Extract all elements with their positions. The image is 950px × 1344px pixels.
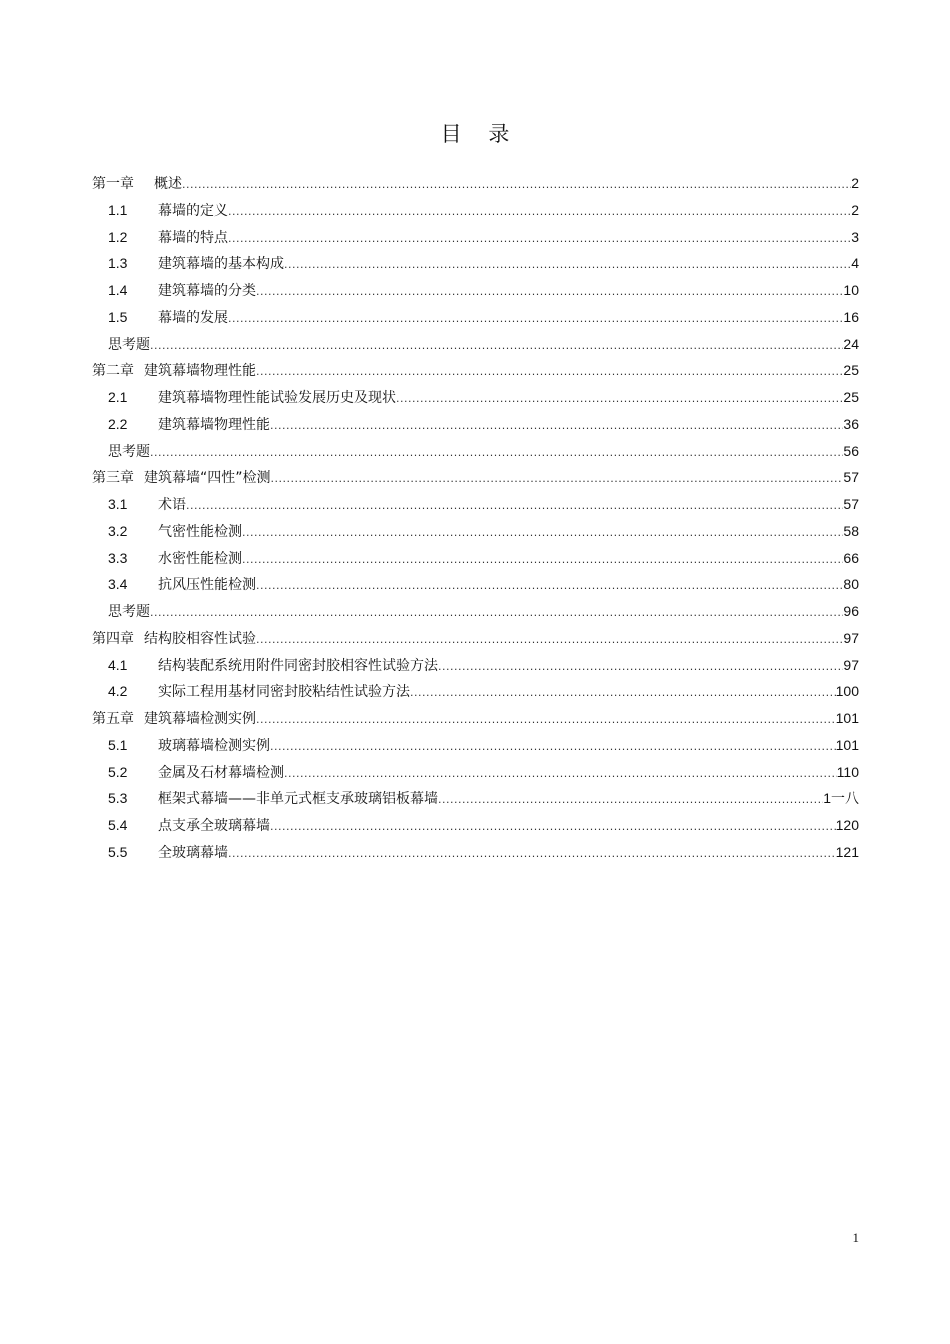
toc-section-entry[interactable] [92,197,859,224]
toc-section-entry[interactable] [92,518,859,545]
toc-entry-number: 第一章 [92,175,134,191]
toc-entry-label: 结构胶相容性试验 [144,630,256,647]
dot-leader [182,172,851,199]
toc-entry-page: 16 [843,308,859,325]
dot-leader [186,493,843,520]
dot-leader [150,333,843,360]
toc-questions-entry[interactable] [92,438,859,465]
toc-entry-label: 建筑幕墙的基本构成 [158,256,284,273]
toc-section-entry[interactable] [92,250,859,277]
toc-entry-number: 3.3 [108,549,128,566]
toc-section-entry[interactable] [92,411,859,438]
toc-entry-label: 玻璃幕墙检测实例 [158,737,270,754]
toc-entry-page: 56 [843,442,859,459]
toc-entry-label: 全玻璃幕墙 [158,844,228,861]
toc-chapter-entry[interactable] [92,705,859,732]
toc-entry-page: 3 [851,228,859,245]
toc-entry-number: 4.1 [108,656,128,673]
dot-leader [396,386,843,413]
toc-entry-page: 1一八 [823,790,859,807]
dot-leader [256,707,836,734]
toc-section-entry[interactable] [92,785,859,812]
toc-entry-number: 第五章 [92,710,134,726]
toc-entry-page: 121 [835,843,859,860]
toc-entry-number: 5.5 [108,843,128,860]
toc-entry-page: 80 [843,576,859,593]
toc-entry-number: 1.3 [108,255,128,272]
toc-entry-label: 抗风压性能检测 [158,577,256,594]
toc-entry-page: 2 [851,201,859,218]
page-number: 1 [852,1230,859,1245]
toc-questions-entry[interactable] [92,598,859,625]
toc-entry-page: 10 [843,282,859,298]
toc-entry-page: 36 [843,415,859,432]
toc-section-entry[interactable] [92,678,859,705]
dot-leader [271,466,844,493]
toc-entry-number: 3.4 [108,576,128,593]
dot-leader [270,814,836,841]
toc-section-entry[interactable] [92,304,859,331]
toc-entry-label: 思考题 [108,604,150,620]
toc-chapter-entry[interactable] [92,170,859,197]
toc-section-entry[interactable] [92,652,859,679]
dot-leader [270,734,836,761]
toc-section-entry[interactable] [92,545,859,572]
toc-entry-label: 建筑幕墙检测实例 [144,711,256,727]
toc-chapter-entry[interactable] [92,464,859,491]
toc-entry-number: 3.2 [108,522,128,539]
dot-leader [150,600,843,627]
toc-section-entry[interactable] [92,384,859,411]
toc-section-entry[interactable] [92,759,859,786]
dot-leader [438,787,823,814]
toc-entry-page: 101 [835,710,859,726]
toc-section-entry[interactable] [92,839,859,866]
dot-leader [284,252,851,279]
toc-entry-number: 5.1 [108,736,128,753]
dot-leader [256,279,843,306]
toc-section-entry[interactable] [92,812,859,839]
toc-entry-number: 4.2 [108,683,128,700]
toc-section-entry[interactable] [92,277,859,304]
toc-entry-label: 思考题 [108,336,150,353]
toc-entry-label: 建筑幕墙物理性能 [144,363,256,380]
toc-section-entry[interactable] [92,491,859,518]
toc-entry-page: 57 [843,469,859,486]
toc-entry-label: 幕墙的发展 [158,309,228,326]
dot-leader [228,306,843,333]
toc-entry-number: 第四章 [92,629,134,646]
toc-entry-page: 96 [843,603,859,619]
dot-leader [228,199,851,226]
toc-entry-label: 概述 [154,176,182,192]
dot-leader [256,359,843,386]
dot-leader [228,841,836,868]
toc-entry-number: 3.1 [108,496,128,512]
toc-section-entry[interactable] [92,571,859,598]
toc-entry-number: 2.1 [108,389,128,405]
toc-entry-number: 1.2 [108,228,128,245]
toc-entry-page: 25 [843,389,859,405]
toc-entry-number: 5.2 [108,763,128,780]
toc-entry-label: 思考题 [108,443,150,460]
toc-entry-label: 金属及石材幕墙检测 [158,764,284,781]
toc-entry-number: 5.4 [108,817,128,833]
toc-section-entry[interactable] [92,732,859,759]
dot-leader [256,627,843,654]
toc-entry-page: 4 [851,255,859,272]
toc-entry-label: 建筑幕墙“四性”检测 [144,470,271,487]
toc-entry-label: 幕墙的特点 [158,229,228,246]
toc-entry-label: 建筑幕墙的分类 [158,283,256,299]
toc-entry-number: 2.2 [108,415,128,432]
dot-leader [284,761,837,788]
toc-entry-number: 第三章 [92,469,134,486]
dot-leader [256,573,843,600]
toc-entry-label: 幕墙的定义 [158,202,228,219]
toc-questions-entry[interactable] [92,331,859,358]
toc-entry-number: 第二章 [92,362,134,379]
toc-title: 目 录 [440,122,520,146]
dot-leader [270,413,843,440]
toc-entry-page: 58 [843,522,859,539]
toc-entry-label: 建筑幕墙物理性能 [158,416,270,433]
toc-entry-page: 120 [835,817,859,833]
toc-chapter-entry[interactable] [92,625,859,652]
toc-entry-label: 水密性能检测 [158,550,242,567]
dot-leader [410,680,836,707]
toc-entry-page: 100 [835,683,859,700]
toc-entry-label: 实际工程用基材同密封胶粘结性试验方法 [158,684,410,701]
toc-entry-page: 24 [843,335,859,352]
toc-entry-label: 术语 [158,497,186,513]
toc-entry-number: 1.1 [108,201,128,218]
toc-entry-page: 57 [843,496,859,512]
dot-leader [242,547,843,574]
toc-entry-page: 97 [843,656,859,673]
toc-entry-label: 气密性能检测 [158,523,242,540]
toc-entry-page: 25 [843,362,859,379]
toc-entry-page: 2 [851,175,859,191]
toc-list [92,170,859,866]
toc-entry-label: 建筑幕墙物理性能试验发展历史及现状 [158,390,396,406]
toc-entry-page: 66 [843,549,859,566]
toc-entry-label: 点支承全玻璃幕墙 [158,818,270,834]
dot-leader [438,654,843,681]
dot-leader [228,226,851,253]
toc-chapter-entry[interactable] [92,357,859,384]
toc-entry-number: 1.4 [108,282,128,298]
toc-entry-number: 5.3 [108,790,128,807]
toc-section-entry[interactable] [92,224,859,251]
toc-entry-page: 101 [835,736,859,753]
toc-entry-page: 110 [836,763,859,780]
toc-entry-label: 框架式幕墙——非单元式框支承玻璃铝板幕墙 [158,791,438,808]
toc-entry-number: 1.5 [108,308,128,325]
toc-entry-label: 结构装配系统用附件同密封胶相容性试验方法 [158,657,438,674]
dot-leader [150,440,843,467]
dot-leader [242,520,843,547]
toc-entry-page: 97 [843,629,859,646]
